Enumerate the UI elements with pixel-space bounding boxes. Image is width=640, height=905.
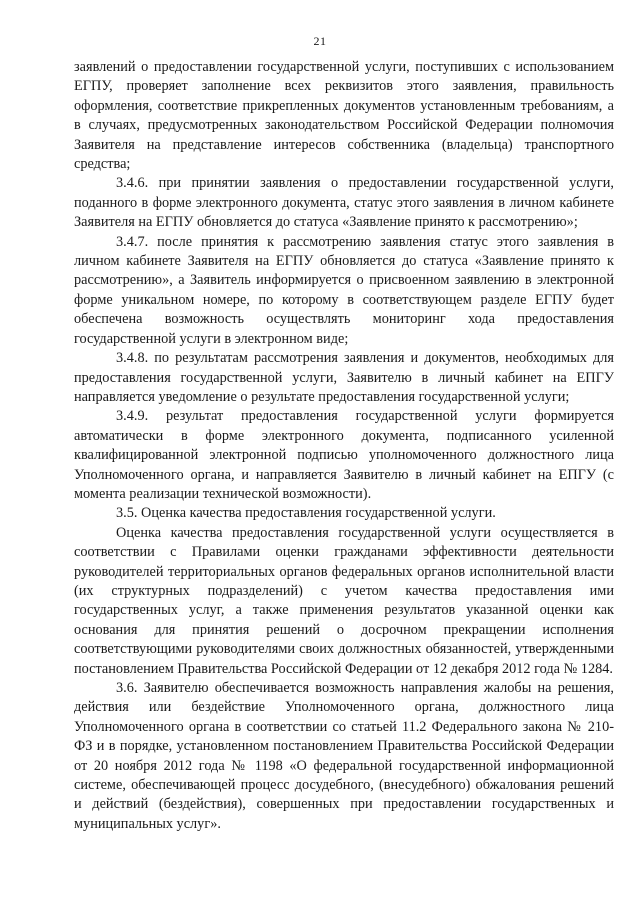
section-heading-3-5: 3.5. Оценка качества предоставления государственной услуги. <box>116 505 496 522</box>
document-body <box>74 58 614 834</box>
paragraph-3-4-7: 3.4.7. после принятия к рассмотрению заявления статус этого заявления в личном кабинете Заявителя на ЕГПУ обновляется до статуса «Заявление принято к рассмотрению», а Заявитель информируется о присвоенном заявлению в электронной форме уникальном номере, по которому в соответствующем разделе ЕГПУ будет обеспечена возможность осуществлять мониторинг хода предоставления государственной услуги в электронном виде; <box>74 233 614 347</box>
page-number: 21 <box>313 34 327 48</box>
paragraph-quality-assessment: Оценка качества предоставления государственной услуги осуществляется в соответствии с Правилами оценки гражданами эффективности деятельности руководителей территориальных органов федеральных органов исполнительной власти (их структурных подразделений) с учетом качества предоставления ими государственных услуг, а также применения результатов указанной оценки как основания для принятия решений о досрочном прекращении исполнения соответствующими руководителями своих должностных обязанностей, утвержденными постановлением Правительства Российской Федерации от 12 декабря 2012 года № 1284. <box>74 524 614 677</box>
paragraph-3-4-8: 3.4.8. по результатам рассмотрения заявления и документов, необходимых для предоставления государственной услуги, Заявителю в личный кабинет на ЕПГУ направляется уведомление о результате предоставления государственной услуги; <box>74 350 614 405</box>
paragraph-3-4-6: 3.4.6. при принятии заявления о предоставлении государственной услуги, поданного в форме электронного документа, статус этого заявления в личном кабинете Заявителя на ЕГПУ обновляется до статуса «Заявление принято к рассмотрению»; <box>74 175 614 231</box>
paragraph-continuation: заявлений о предоставлении государственной услуги, поступивших с использованием ЕГПУ, проверяет заполнение всех реквизитов этого заявления, правильность оформления, соответствие прикрепленных документов установленным требованиям, а в случаях, предусмотренных законодательством Российской Федерации полномочия Заявителя на представление интересов собственника (владельца) транспортного средства; <box>74 59 614 173</box>
paragraph-3-6: 3.6. Заявителю обеспечивается возможность направления жалобы на решения, действия или бездействие Уполномоченного органа, должностного лица Уполномоченного органа в соответствии со статьей 11.2 Федерального закона № 210-ФЗ и в порядке, установленном постановлением Правительства Российской Федерации от 20 ноября 2012 года № 1198 «О федеральной государственной информационной системе, обеспечивающей процесс досудебного, (внесудебного) обжалования решений и действий (бездействия), совершенных при предоставлении государственных и муниципальных услуг». <box>74 680 614 832</box>
paragraph-3-4-9: 3.4.9. результат предоставления государственной услуги формируется автоматически в форме электронного документа, подписанного усиленной квалифицированной электронной подписью уполномоченного должностного лица Уполномоченного органа, и направляется Заявителю в личный кабинет на ЕПГУ (с момента реализации технической возможности). <box>74 408 614 502</box>
